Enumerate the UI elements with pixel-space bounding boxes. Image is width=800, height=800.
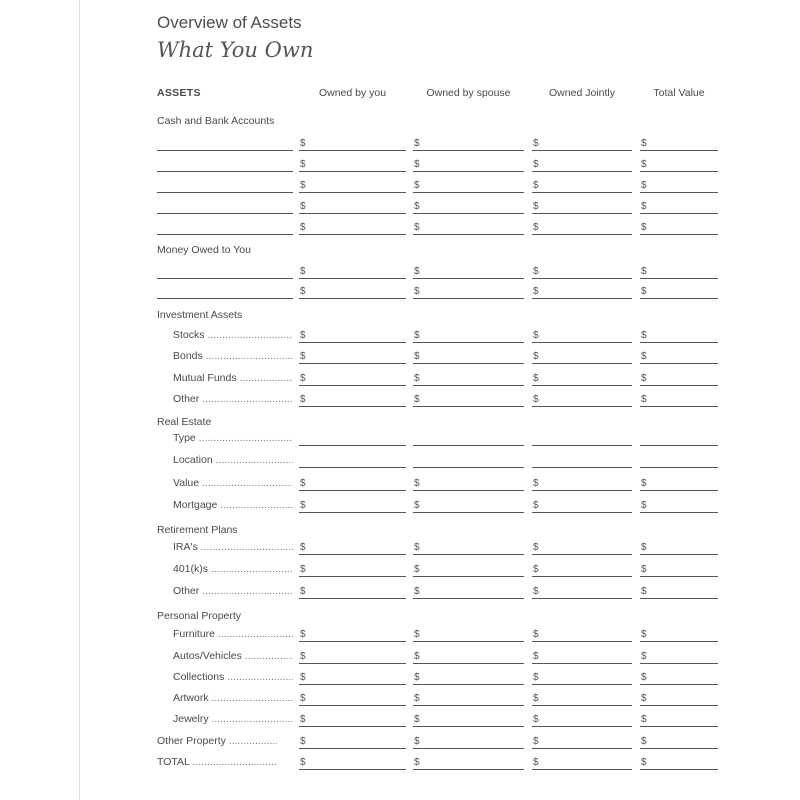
dollar-sign: $ (300, 138, 306, 149)
dollar-sign: $ (300, 500, 306, 511)
section-cash-and-bank-accounts: Cash and Bank Accounts (157, 115, 275, 127)
table-row (0, 194, 800, 214)
cash-and-bank-accounts-1-owned-by-spouse-field[interactable] (413, 134, 524, 151)
dollar-sign: $ (414, 651, 420, 662)
dollar-sign: $ (533, 159, 539, 170)
furniture-total-value-field[interactable] (640, 625, 718, 642)
dollar-sign: $ (414, 286, 420, 297)
autos-vehicles-owned-by-you-field[interactable] (299, 647, 406, 664)
type-owned-by-you-field[interactable] (299, 429, 406, 446)
dollar-sign: $ (641, 564, 647, 575)
row-label-total: TOTAL ..... (157, 756, 277, 768)
row-label-bonds: Bonds ..... (173, 350, 293, 362)
stocks-owned-by-you-field[interactable] (299, 326, 406, 343)
dollar-sign: $ (533, 394, 539, 405)
row-label-other: Other ..... (173, 585, 293, 597)
total-owned-by-spouse-field[interactable] (413, 753, 524, 770)
other-owned-jointly-field[interactable] (532, 390, 632, 407)
money-owed-to-you-1-total-value-field[interactable] (640, 262, 718, 279)
dollar-sign: $ (533, 757, 539, 768)
other-owned-jointly-field[interactable] (532, 582, 632, 599)
description-field[interactable] (157, 213, 293, 214)
jewelry-total-value-field[interactable] (640, 710, 718, 727)
type-owned-jointly-field[interactable] (532, 429, 632, 446)
dollar-sign: $ (641, 266, 647, 277)
dollar-sign: $ (641, 500, 647, 511)
total-total-value-field[interactable] (640, 753, 718, 770)
dollar-sign: $ (641, 651, 647, 662)
table-row (0, 173, 800, 193)
mutual-funds-total-value-field[interactable] (640, 369, 718, 386)
table-row (0, 279, 800, 299)
table-row (0, 707, 800, 727)
cash-and-bank-accounts-1-total-value-field[interactable] (640, 134, 718, 151)
row-label-autos-vehicles: Autos/Vehicles ..... (173, 650, 293, 662)
dollar-sign: $ (414, 736, 420, 747)
dollar-sign: $ (533, 373, 539, 384)
dollar-sign: $ (414, 500, 420, 511)
other-property-owned-jointly-field[interactable] (532, 732, 632, 749)
cash-and-bank-accounts-2-owned-jointly-field[interactable] (532, 155, 632, 172)
header-owned-by-you: Owned by you (318, 87, 387, 99)
table-row (0, 323, 800, 343)
table-row (0, 152, 800, 172)
dollar-sign: $ (414, 629, 420, 640)
table-row (0, 471, 800, 491)
dollar-sign: $ (300, 286, 306, 297)
money-owed-to-you-1-owned-jointly-field[interactable] (532, 262, 632, 279)
ira-s-owned-by-you-field[interactable] (299, 538, 406, 555)
artwork-owned-by-spouse-field[interactable] (413, 689, 524, 706)
other-total-value-field[interactable] (640, 390, 718, 407)
dollar-sign: $ (300, 351, 306, 362)
mortgage-owned-by-spouse-field[interactable] (413, 496, 524, 513)
table-row (0, 557, 800, 577)
row-label-collections: Collections ..... (173, 671, 293, 683)
description-field[interactable] (157, 150, 293, 151)
autos-vehicles-owned-by-spouse-field[interactable] (413, 647, 524, 664)
dollar-sign: $ (414, 201, 420, 212)
dollar-sign: $ (300, 330, 306, 341)
dollar-sign: $ (300, 629, 306, 640)
dollar-sign: $ (533, 222, 539, 233)
dollar-sign: $ (414, 373, 420, 384)
section-retirement-plans: Retirement Plans (157, 524, 238, 536)
table-row (0, 366, 800, 386)
dollar-sign: $ (414, 542, 420, 553)
dollar-sign: $ (533, 542, 539, 553)
value-owned-by-spouse-field[interactable] (413, 474, 524, 491)
total-owned-jointly-field[interactable] (532, 753, 632, 770)
dollar-sign: $ (414, 672, 420, 683)
dollar-sign: $ (533, 586, 539, 597)
collections-owned-by-spouse-field[interactable] (413, 668, 524, 685)
dollar-sign: $ (414, 586, 420, 597)
mortgage-total-value-field[interactable] (640, 496, 718, 513)
dollar-sign: $ (533, 351, 539, 362)
dollar-sign: $ (414, 222, 420, 233)
401-k-s-total-value-field[interactable] (640, 560, 718, 577)
table-row (0, 686, 800, 706)
dollar-sign: $ (641, 351, 647, 362)
row-label-401-k-s: 401(k)s ..... (173, 563, 293, 575)
money-owed-to-you-1-owned-by-you-field[interactable] (299, 262, 406, 279)
dollar-sign: $ (414, 351, 420, 362)
table-row (0, 535, 800, 555)
value-owned-jointly-field[interactable] (532, 474, 632, 491)
table-row (0, 259, 800, 279)
row-label-type: Type ..... (173, 432, 293, 444)
description-field[interactable] (157, 234, 293, 235)
table-row (0, 579, 800, 599)
dollar-sign: $ (533, 564, 539, 575)
dollar-sign: $ (533, 736, 539, 747)
description-field[interactable] (157, 298, 293, 299)
dollar-sign: $ (300, 201, 306, 212)
dollar-sign: $ (414, 564, 420, 575)
cash-and-bank-accounts-5-owned-by-you-field[interactable] (299, 218, 406, 235)
dollar-sign: $ (533, 693, 539, 704)
total-owned-by-you-field[interactable] (299, 753, 406, 770)
collections-owned-by-you-field[interactable] (299, 668, 406, 685)
money-owed-to-you-1-owned-by-spouse-field[interactable] (413, 262, 524, 279)
dollar-sign: $ (300, 373, 306, 384)
money-owed-to-you-2-owned-jointly-field[interactable] (532, 282, 632, 299)
row-label-other-property: Other Property ..... (157, 735, 277, 747)
bonds-owned-by-spouse-field[interactable] (413, 347, 524, 364)
dollar-sign: $ (641, 330, 647, 341)
401-k-s-owned-by-you-field[interactable] (299, 560, 406, 577)
dollar-sign: $ (414, 478, 420, 489)
bonds-total-value-field[interactable] (640, 347, 718, 364)
dollar-sign: $ (533, 478, 539, 489)
dollar-sign: $ (641, 159, 647, 170)
dollar-sign: $ (300, 757, 306, 768)
401-k-s-owned-jointly-field[interactable] (532, 560, 632, 577)
dollar-sign: $ (533, 266, 539, 277)
dollar-sign: $ (414, 757, 420, 768)
table-row (0, 387, 800, 407)
cash-and-bank-accounts-4-owned-jointly-field[interactable] (532, 197, 632, 214)
dollar-sign: $ (533, 286, 539, 297)
description-field[interactable] (157, 192, 293, 193)
stocks-total-value-field[interactable] (640, 326, 718, 343)
row-label-value: Value ..... (173, 477, 293, 489)
dollar-sign: $ (533, 138, 539, 149)
collections-total-value-field[interactable] (640, 668, 718, 685)
dollar-sign: $ (533, 180, 539, 191)
money-owed-to-you-2-owned-by-spouse-field[interactable] (413, 282, 524, 299)
dollar-sign: $ (533, 500, 539, 511)
dollar-sign: $ (414, 266, 420, 277)
row-label-location: Location ..... (173, 454, 293, 466)
stocks-owned-by-spouse-field[interactable] (413, 326, 524, 343)
dollar-sign: $ (300, 651, 306, 662)
dollar-sign: $ (641, 736, 647, 747)
header-total-value: Total Value (653, 87, 705, 99)
dollar-sign: $ (641, 286, 647, 297)
dollar-sign: $ (533, 714, 539, 725)
dollar-sign: $ (641, 693, 647, 704)
dollar-sign: $ (641, 629, 647, 640)
dollar-sign: $ (641, 478, 647, 489)
table-row (0, 215, 800, 235)
other-property-total-value-field[interactable] (640, 732, 718, 749)
dollar-sign: $ (414, 693, 420, 704)
location-owned-by-you-field[interactable] (299, 451, 406, 468)
dollar-sign: $ (641, 672, 647, 683)
description-field[interactable] (157, 171, 293, 172)
other-owned-by-spouse-field[interactable] (413, 582, 524, 599)
dollar-sign: $ (641, 180, 647, 191)
cash-and-bank-accounts-4-total-value-field[interactable] (640, 197, 718, 214)
dollar-sign: $ (533, 651, 539, 662)
table-row (0, 750, 800, 770)
dollar-sign: $ (300, 564, 306, 575)
money-owed-to-you-2-total-value-field[interactable] (640, 282, 718, 299)
cash-and-bank-accounts-3-owned-by-you-field[interactable] (299, 176, 406, 193)
other-total-value-field[interactable] (640, 582, 718, 599)
dollar-sign: $ (300, 159, 306, 170)
dollar-sign: $ (641, 757, 647, 768)
dollar-sign: $ (641, 586, 647, 597)
section-investment-assets: Investment Assets (157, 309, 243, 321)
dollar-sign: $ (300, 180, 306, 191)
row-label-mortgage: Mortgage ..... (173, 499, 293, 511)
dollar-sign: $ (533, 629, 539, 640)
jewelry-owned-jointly-field[interactable] (532, 710, 632, 727)
dollar-sign: $ (641, 201, 647, 212)
cash-and-bank-accounts-4-owned-by-spouse-field[interactable] (413, 197, 524, 214)
artwork-total-value-field[interactable] (640, 689, 718, 706)
ira-s-owned-jointly-field[interactable] (532, 538, 632, 555)
cash-and-bank-accounts-3-owned-by-spouse-field[interactable] (413, 176, 524, 193)
dollar-sign: $ (414, 394, 420, 405)
dollar-sign: $ (300, 586, 306, 597)
dollar-sign: $ (533, 672, 539, 683)
jewelry-owned-by-you-field[interactable] (299, 710, 406, 727)
artwork-owned-jointly-field[interactable] (532, 689, 632, 706)
row-label-jewelry: Jewelry ..... (173, 713, 293, 725)
other-property-owned-by-you-field[interactable] (299, 732, 406, 749)
collections-owned-jointly-field[interactable] (532, 668, 632, 685)
mutual-funds-owned-by-spouse-field[interactable] (413, 369, 524, 386)
table-row (0, 131, 800, 151)
row-label-ira-s: IRA's ..... (173, 541, 293, 553)
page-title: Overview of Assets (157, 13, 302, 32)
table-row (0, 344, 800, 364)
other-owned-by-spouse-field[interactable] (413, 390, 524, 407)
header-owned-jointly: Owned Jointly (549, 87, 615, 99)
ira-s-owned-by-spouse-field[interactable] (413, 538, 524, 555)
dollar-sign: $ (641, 542, 647, 553)
location-owned-jointly-field[interactable] (532, 451, 632, 468)
cash-and-bank-accounts-1-owned-jointly-field[interactable] (532, 134, 632, 151)
bonds-owned-by-you-field[interactable] (299, 347, 406, 364)
cash-and-bank-accounts-2-owned-by-spouse-field[interactable] (413, 155, 524, 172)
furniture-owned-jointly-field[interactable] (532, 625, 632, 642)
artwork-owned-by-you-field[interactable] (299, 689, 406, 706)
dollar-sign: $ (533, 201, 539, 212)
section-money-owed-to-you: Money Owed to You (157, 244, 251, 256)
value-owned-by-you-field[interactable] (299, 474, 406, 491)
row-label-artwork: Artwork ..... (173, 692, 293, 704)
cash-and-bank-accounts-5-owned-by-spouse-field[interactable] (413, 218, 524, 235)
table-row (0, 644, 800, 664)
dollar-sign: $ (300, 693, 306, 704)
dollar-sign: $ (533, 330, 539, 341)
section-real-estate: Real Estate (157, 416, 212, 428)
dollar-sign: $ (300, 478, 306, 489)
furniture-owned-by-you-field[interactable] (299, 625, 406, 642)
cash-and-bank-accounts-1-owned-by-you-field[interactable] (299, 134, 406, 151)
mutual-funds-owned-by-you-field[interactable] (299, 369, 406, 386)
cash-and-bank-accounts-2-total-value-field[interactable] (640, 155, 718, 172)
location-owned-by-spouse-field[interactable] (413, 451, 524, 468)
stocks-owned-jointly-field[interactable] (532, 326, 632, 343)
location-total-value-field[interactable] (640, 451, 718, 468)
dollar-sign: $ (414, 714, 420, 725)
dollar-sign: $ (414, 138, 420, 149)
table-row (0, 426, 800, 446)
cash-and-bank-accounts-4-owned-by-you-field[interactable] (299, 197, 406, 214)
furniture-owned-by-spouse-field[interactable] (413, 625, 524, 642)
other-owned-by-you-field[interactable] (299, 390, 406, 407)
row-label-mutual-funds: Mutual Funds ..... (173, 372, 293, 384)
dollar-sign: $ (300, 542, 306, 553)
dollar-sign: $ (641, 714, 647, 725)
row-label-other: Other ..... (173, 393, 293, 405)
table-row (0, 493, 800, 513)
type-owned-by-spouse-field[interactable] (413, 429, 524, 446)
dollar-sign: $ (641, 373, 647, 384)
table-row (0, 729, 800, 749)
mortgage-owned-by-you-field[interactable] (299, 496, 406, 513)
dollar-sign: $ (300, 222, 306, 233)
dollar-sign: $ (641, 222, 647, 233)
header-owned-by-spouse: Owned by spouse (426, 87, 511, 99)
table-row (0, 665, 800, 685)
ira-s-total-value-field[interactable] (640, 538, 718, 555)
other-property-owned-by-spouse-field[interactable] (413, 732, 524, 749)
dollar-sign: $ (300, 736, 306, 747)
header-assets: ASSETS (157, 87, 201, 99)
row-label-furniture: Furniture ..... (173, 628, 293, 640)
autos-vehicles-owned-jointly-field[interactable] (532, 647, 632, 664)
dollar-sign: $ (300, 714, 306, 725)
cash-and-bank-accounts-5-owned-jointly-field[interactable] (532, 218, 632, 235)
dollar-sign: $ (414, 159, 420, 170)
mutual-funds-owned-jointly-field[interactable] (532, 369, 632, 386)
autos-vehicles-total-value-field[interactable] (640, 647, 718, 664)
cash-and-bank-accounts-5-total-value-field[interactable] (640, 218, 718, 235)
page-subtitle: What You Own (157, 38, 314, 62)
jewelry-owned-by-spouse-field[interactable] (413, 710, 524, 727)
dollar-sign: $ (641, 138, 647, 149)
mortgage-owned-jointly-field[interactable] (532, 496, 632, 513)
section-personal-property: Personal Property (157, 610, 242, 622)
money-owed-to-you-2-owned-by-you-field[interactable] (299, 282, 406, 299)
dollar-sign: $ (414, 180, 420, 191)
401-k-s-owned-by-spouse-field[interactable] (413, 560, 524, 577)
table-row (0, 448, 800, 468)
dollar-sign: $ (300, 672, 306, 683)
bonds-owned-jointly-field[interactable] (532, 347, 632, 364)
dollar-sign: $ (641, 394, 647, 405)
cash-and-bank-accounts-2-owned-by-you-field[interactable] (299, 155, 406, 172)
cash-and-bank-accounts-3-owned-jointly-field[interactable] (532, 176, 632, 193)
other-owned-by-you-field[interactable] (299, 582, 406, 599)
type-total-value-field[interactable] (640, 429, 718, 446)
dollar-sign: $ (414, 330, 420, 341)
cash-and-bank-accounts-3-total-value-field[interactable] (640, 176, 718, 193)
dollar-sign: $ (300, 266, 306, 277)
dollar-sign: $ (300, 394, 306, 405)
table-row (0, 622, 800, 642)
value-total-value-field[interactable] (640, 474, 718, 491)
row-label-stocks: Stocks ..... (173, 329, 293, 341)
